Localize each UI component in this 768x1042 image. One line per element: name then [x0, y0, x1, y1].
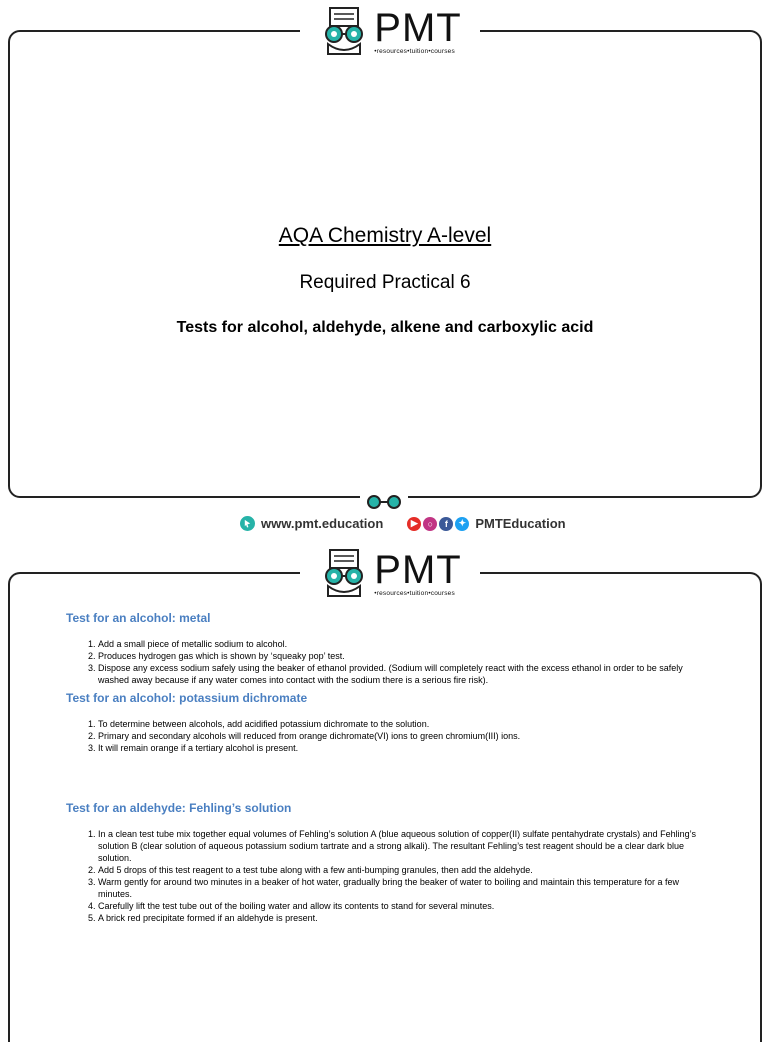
section-title: Test for an alcohol: metal [66, 611, 211, 625]
list-item: 3. Dispose any excess sodium safely using the beaker of ethanol provided. (Sodium will completely react with the excess ethanol in order to be safely washed away because if any water comes into contact with the sodium there is a serious fire risk). [98, 662, 706, 686]
pmt-logo [300, 548, 480, 600]
list-item: 4. Carefully lift the test tube out of the boiling water and allow its contents to stand for several minutes. [98, 900, 706, 912]
list-item: 3. It will remain orange if a tertiary alcohol is present. [98, 742, 706, 754]
list-item: 2. Add 5 drops of this test reagent to a test tube along with a few anti-bumping granules, then add the aldehyde. [98, 864, 706, 876]
section-title: Test for an aldehyde: Fehling’s solution [66, 801, 292, 815]
reader-glasses-icon [318, 6, 370, 56]
practical-content [66, 612, 706, 924]
list-item: 1. Add a small piece of metallic sodium to alcohol. [98, 638, 706, 650]
document-topic: Tests for alcohol, aldehyde, alkene and carboxylic acid [176, 319, 594, 336]
cursor-icon [240, 516, 255, 531]
steps-list [66, 638, 706, 686]
brand-tagline: •resources•tuition•courses [374, 590, 455, 597]
steps-list [66, 828, 706, 924]
page-footer [0, 494, 768, 544]
brand-name: PMT [374, 6, 462, 50]
section-aldehyde-fehlings [66, 802, 706, 924]
cover-card [8, 30, 762, 498]
list-item: 2. Produces hydrogen gas which is shown by ‘squeaky pop’ test. [98, 650, 706, 662]
list-item: 5. A brick red precipitate formed if an aldehyde is present. [98, 912, 706, 924]
list-item: 2. Primary and secondary alcohols will reduced from orange dichromate(VI) ions to green chromium(III) ions. [98, 730, 706, 742]
pmt-logo [300, 6, 480, 58]
facebook-icon[interactable]: f [439, 517, 453, 531]
youtube-icon[interactable]: ▶ [407, 517, 421, 531]
instagram-icon[interactable]: ○ [423, 517, 437, 531]
brand-tagline: •resources•tuition•courses [374, 48, 455, 55]
website-link[interactable]: www.pmt.education [261, 516, 384, 531]
document-title: AQA Chemistry A-level [278, 224, 492, 247]
footer-links [240, 516, 566, 531]
twitter-icon[interactable]: ✦ [455, 517, 469, 531]
list-item: 3. Warm gently for around two minutes in a beaker of hot water, gradually bring the beaker of water to boiling and maintain this temperature for a few minutes. [98, 876, 706, 900]
section-title: Test for an alcohol: potassium dichromate [66, 691, 308, 705]
reader-glasses-icon [318, 548, 370, 598]
brand-name: PMT [374, 548, 462, 592]
section-alcohol-dichromate [66, 692, 706, 754]
glasses-icon [360, 494, 408, 510]
list-item: 1. To determine between alcohols, add acidified potassium dichromate to the solution. [98, 718, 706, 730]
section-alcohol-metal [66, 612, 706, 686]
document-subtitle: Required Practical 6 [299, 272, 471, 293]
steps-list [66, 718, 706, 754]
social-handle[interactable]: PMTEducation [475, 516, 566, 531]
list-item: 1. In a clean test tube mix together equal volumes of Fehling’s solution A (blue aqueous solution of copper(II) sulfate pentahydrate crystals) and Fehling’s solution B (clear solution of aqueous potassium sodium tartrate and a strong alkali). The resultant Fehling’s test reagent should be a clear dark blue solution. [98, 828, 706, 864]
